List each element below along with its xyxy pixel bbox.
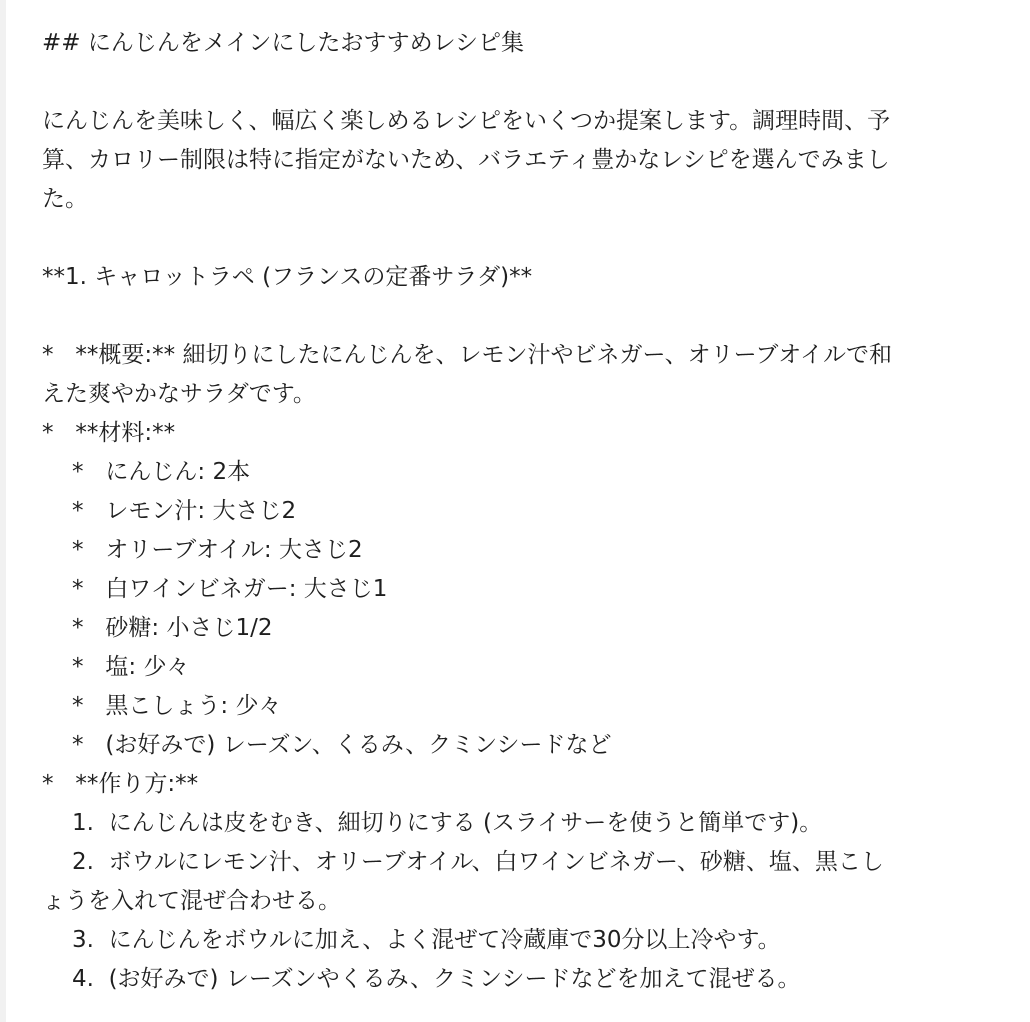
spacer: [42, 219, 1000, 258]
spacer: [42, 63, 1000, 102]
ingredients-label: * **材料:**: [42, 420, 176, 446]
step-item: 1. にんじんは皮をむき、細切りにする (スライサーを使うと簡単です)。: [72, 810, 823, 836]
ingredient-item: * 黒こしょう: 少々: [72, 693, 282, 719]
ingredient-item: * 塩: 少々: [72, 654, 190, 680]
step-item: 3. にんじんをボウルに加え、よく混ぜて冷蔵庫で30分以上冷やす。: [72, 927, 781, 953]
ingredient-item: * (お好みで) レーズン、くるみ、クミンシードなど: [72, 732, 612, 758]
ingredient-item: * オリーブオイル: 大さじ2: [72, 537, 363, 563]
steps-label: * **作り方:**: [42, 771, 199, 797]
intro-line: 算、カロリー制限は特に指定がないため、バラエティ豊かなレシピを選んでみまし: [42, 147, 890, 173]
document-body: [42, 24, 1000, 999]
ingredient-item: * 白ワインビネガー: 大さじ1: [72, 576, 388, 602]
intro-line: た。: [42, 186, 88, 212]
intro-line: にんじんを美味しく、幅広く楽しめるレシピをいくつか提案します。調理時間、予: [42, 108, 891, 134]
step-item: 4. (お好みで) レーズンやくるみ、クミンシードなどを加えて混ぜる。: [72, 966, 801, 992]
recipe-title: **1. キャロットラペ (フランスの定番サラダ)**: [42, 264, 533, 290]
overview-line: えた爽やかなサラダです。: [42, 381, 316, 407]
page-heading: ## にんじんをメインにしたおすすめレシピ集: [42, 30, 525, 56]
spacer: [42, 297, 1000, 336]
step-item-continuation: ょうを入れて混ぜ合わせる。: [42, 888, 341, 914]
step-item: 2. ボウルにレモン汁、オリーブオイル、白ワインビネガー、砂糖、塩、黒こし: [72, 849, 884, 875]
ingredient-item: * 砂糖: 小さじ1/2: [72, 615, 273, 641]
ingredient-item: * にんじん: 2本: [72, 459, 251, 485]
overview-line: * **概要:** 細切りにしたにんじんを、レモン汁やビネガー、オリーブオイルで和: [42, 342, 893, 368]
left-border: [0, 0, 6, 1022]
ingredient-item: * レモン汁: 大さじ2: [72, 498, 297, 524]
